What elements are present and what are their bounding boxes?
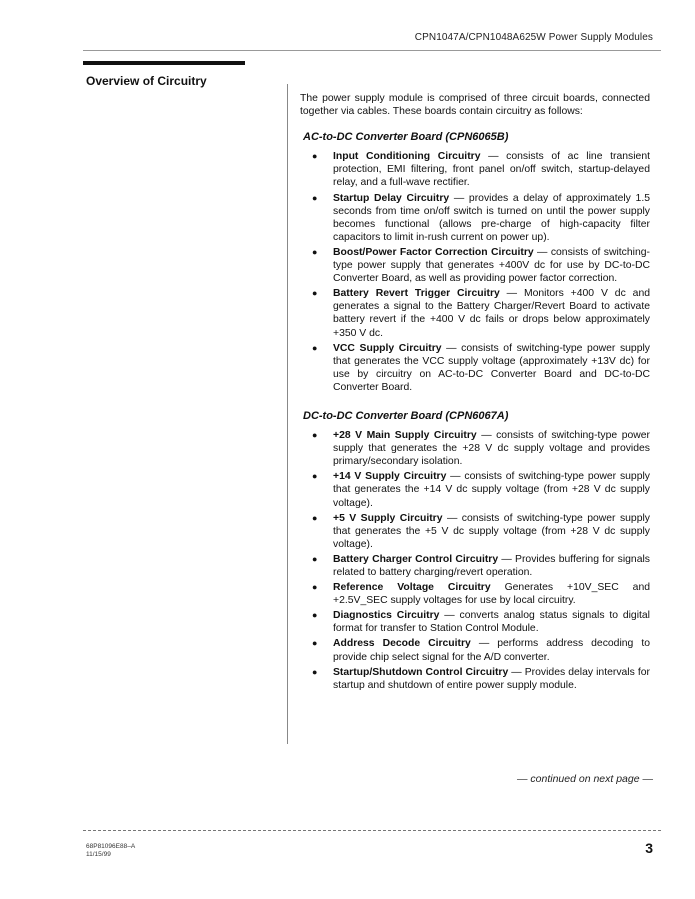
bullet-icon: ● <box>312 151 318 162</box>
section-title: Overview of Circuitry <box>86 74 207 88</box>
bullet-icon: ● <box>312 610 318 621</box>
bullet-icon: ● <box>312 666 318 677</box>
page-number: 3 <box>645 840 653 856</box>
list-item: ● Battery Revert Trigger Circuitry — Monitors +400 V dc and generates a signal to the Battery Charger/Revert Board to activate battery revert if the +400 V dc fails or drops below approximately +350 V dc. <box>312 288 651 339</box>
ac-dc-list <box>300 150 650 394</box>
bullet-icon: ● <box>312 430 318 441</box>
list-item: ● Startup/Shutdown Control Circuitry — Provides delay intervals for startup and shutdown of entire power supply module. <box>312 666 650 691</box>
bullet-icon: ● <box>312 288 318 299</box>
dc-dc-list <box>300 429 650 692</box>
list-item: ● +28 V Main Supply Circuitry — consists of switching-type power supply that generates the +28 V dc supply voltage and provides primary/secondary isolation. <box>312 430 650 468</box>
list-item: ● Reference Voltage Circuitry Generates +10V_SEC and +2.5V_SEC supply voltages for use by local circuitry. <box>312 582 650 607</box>
list-item: ● Battery Charger Control Circuitry — Provides buffering for signals related to battery charging/revert operation. <box>312 553 650 578</box>
footer-rule <box>83 830 661 831</box>
list-item: ● +14 V Supply Circuitry — consists of switching-type power supply that generates the +14 V dc supply voltage (from +28 V dc supply voltage). <box>312 471 650 509</box>
section-bar <box>83 61 245 65</box>
bullet-icon: ● <box>312 471 318 482</box>
body-column <box>300 92 650 694</box>
bullet-icon: ● <box>312 638 318 649</box>
list-item: ● Startup Delay Circuitry — provides a delay of approximately 1.5 seconds from time on/off switch is turned on until the power supply becomes functional (allows pre-charge of high-capacity filter capacitors to limit in-rush current on power up). <box>312 192 650 243</box>
intro-paragraph: The power supply module is comprised of three circuit boards, connected together via cables. These boards contain circuitry as follows: <box>300 93 650 118</box>
running-header: CPN1047A/CPN1048A625W Power Supply Modules <box>414 32 653 43</box>
bullet-icon: ● <box>312 342 318 353</box>
column-divider <box>287 84 288 744</box>
continued-note: — continued on next page — <box>516 773 653 785</box>
list-item: ● Address Decode Circuitry — performs address decoding to provide chip select signal for the A/D converter. <box>312 638 650 663</box>
list-item: ● Input Conditioning Circuitry — consists of ac line transient protection, EMI filtering, front panel on/off switch, startup-delayed relay, and a full-wave rectifier. <box>312 151 650 189</box>
bullet-icon: ● <box>312 246 318 257</box>
subheading-ac-dc: AC-to-DC Converter Board (CPN6065B) <box>303 131 509 144</box>
header-rule <box>83 50 661 51</box>
subheading-dc-dc: DC-to-DC Converter Board (CPN6067A) <box>303 409 509 422</box>
bullet-icon: ● <box>312 192 318 203</box>
list-item: ● Boost/Power Factor Correction Circuitry — consists of switching-type power supply that generates +400V dc for use by DC-to-DC Converter Board, as well as providing power factor correction. <box>312 246 650 285</box>
bullet-icon: ● <box>312 512 318 523</box>
list-item: ● +5 V Supply Circuitry — consists of switching-type power supply that generates the +5 V dc supply voltage (from +28 V dc supply voltage). <box>312 512 650 550</box>
doc-date: 11/15/99 <box>86 851 111 858</box>
bullet-icon: ● <box>312 553 318 564</box>
list-item: ● Diagnostics Circuitry — converts analog status signals to digital format for transfer to Station Control Module. <box>312 610 650 635</box>
bullet-icon: ● <box>312 582 318 593</box>
footer-doc-info <box>86 843 135 859</box>
list-item: ● VCC Supply Circuitry — consists of switching-type power supply that generates the VCC supply voltage (approximately +13V dc) for use by circuitry on AC-to-DC Converter Board and DC-to-DC Converter Board. <box>312 342 650 393</box>
doc-code: 68P81096E88–A <box>86 843 136 850</box>
